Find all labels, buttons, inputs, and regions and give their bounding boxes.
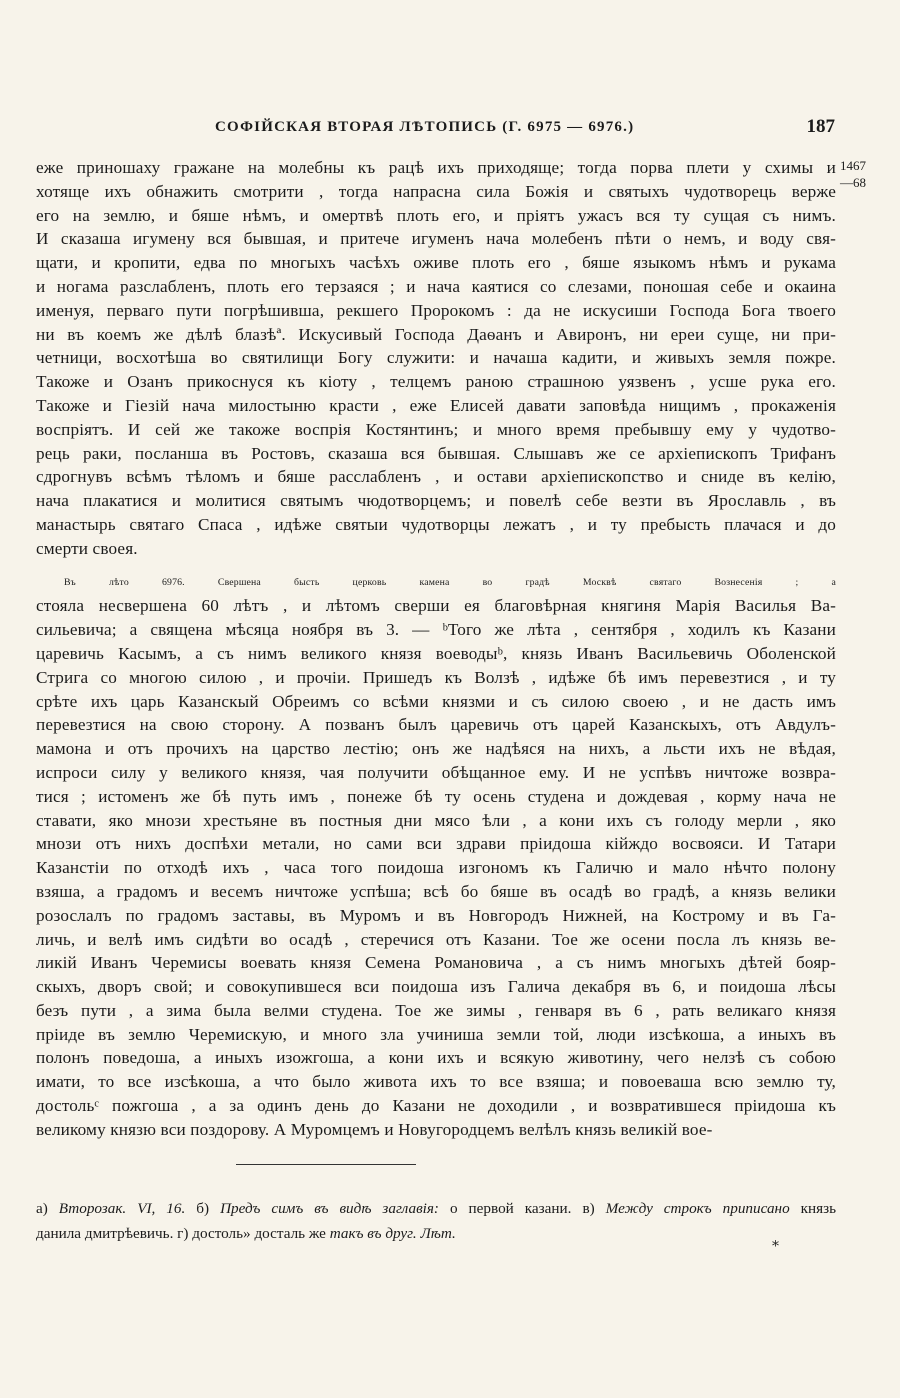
text-line: скыхъ, дворъ свой; и совокупившеся вси поидоша изъ Галича декабря въ 6, и поидоша лѣсы	[36, 977, 836, 997]
text-line: его на землю, и бяше нѣмъ, и омертвѣ плоть его, и пріятъ ужасъ вся ту сущая съ нимъ.	[36, 205, 836, 225]
text-line: перевезтися на свою сторону. А позванъ былъ царевичь отъ царей Казанскыхъ, отъ Авдулъ-	[36, 715, 836, 735]
footnote-b-plain: о первой казани.	[449, 1200, 572, 1217]
text-line: стояла несвершена 60 лѣтъ , и лѣтомъ сверши ея благовѣрная княгиня Марія Василья Ва-	[36, 596, 836, 616]
paragraph-1	[36, 156, 836, 561]
footnote-d-text: такъ въ друг. Лѣт.	[329, 1225, 456, 1242]
page-number: 187	[806, 116, 835, 137]
footnote-c-continued: данила дмитрѣевичь.	[36, 1225, 174, 1242]
text-line: Такоже и Озанъ прикоснуся къ кіоту , телцемъ раною страшною уязвенъ , усше рука его.	[36, 372, 836, 392]
text-line: великому князю вси поздорову. А Муромцемъ и Новугородцемъ велѣлъ князь великій вое-	[36, 1119, 713, 1139]
text-line: личь, и велѣ имъ сидѣти во осадѣ , стеречися отъ Казани. Тое же осени посла лъ князь ве-	[36, 929, 836, 949]
footnote-d-word: достоль»	[192, 1225, 251, 1242]
text-line: достольᶜ пожгоша , а за одинъ день до Казани не доходили , и возвратившеся пріидоша къ	[36, 1096, 836, 1116]
text-line: именуя, перваго пути погрѣшивша, рекшего Пророкомъ : да не искусиши Господа Бога твоего	[36, 300, 836, 320]
text-line: ставати, яко мнози хрестьяне въ постныя дни мясо ѣли , а кони ихъ съ голоду мерли , яко	[36, 810, 836, 830]
text-line: Въ лѣто 6976. Свершена бысть церковь камена во градѣ Москвѣ святаго Вознесенія ; а	[64, 576, 836, 588]
margin-year-start: 1467	[840, 158, 866, 173]
text-line: мамона и отъ прочихъ на царство лестію; онъ же надѣяся на нихъ, а льсти ихъ не вѣдая,	[36, 739, 836, 759]
text-line: розослалъ по градомъ заставы, въ Муромъ и въ Новгородъ Нижней, на Кострому и въ Га-	[36, 905, 836, 925]
text-line: ни въ коемъ же дѣлѣ блазѣª. Искусивый Господа Даѳанъ и Авиронъ, ни ереи суще, ни при-	[36, 324, 836, 344]
text-line: царевичь Касымъ, а съ нимъ великого князя воеводыᵇ, князь Иванъ Васильевичь Оболенской	[36, 643, 836, 663]
text-line: взяша, а градомъ и весемъ ничтоже успѣша; всѣ бо бяше въ осадѣ во градѣ, а князь велики	[36, 881, 836, 901]
footnote-c-text: Между строкъ приписано	[605, 1200, 790, 1217]
text-line: воспріятъ. И сей же такоже воспрія Костянтинъ; и много время пребывшу ему у чудотво-	[36, 419, 836, 439]
text-line: испроси силу у великого князя, чая получити обѣщанное ему. И не успѣвъ ничтоже возвра-	[36, 762, 836, 782]
page-header	[205, 114, 835, 144]
footnote-d-mid: досталь же	[254, 1225, 326, 1242]
running-head: СОФІЙСКАЯ ВТОРАЯ ЛѢТОПИСЬ (Г. 6975 — 6976.)	[215, 119, 635, 135]
margin-year-end: —68	[840, 175, 866, 190]
text-line: и ногама разслабленъ, плоть его терзаяся ; и нача каятися со слезами, поношая себе и окаина	[36, 276, 836, 296]
chronicle-text	[36, 156, 836, 1142]
text-line: полонъ поведоша, а иныхъ изожгоша, а кони ихъ и всякую животину, чего нелзѣ съ собою	[36, 1048, 836, 1068]
text-line: манастырь святаго Спаса , идѣже святыи чудотворцы лежатъ , и ту пребысть плачася и до	[36, 514, 836, 534]
text-line: Казанстіи по отходѣ ихъ , часа того поидоша изгономъ къ Галичю и мало нѣчто полону	[36, 858, 836, 878]
footnote-c-label: в)	[582, 1200, 595, 1217]
footnote-a-text: Второзак. VI, 16.	[58, 1200, 186, 1217]
footnote-b-text: Предъ симъ въ видѣ заглавія:	[220, 1200, 439, 1217]
text-line: хотяще ихъ обнажить смотрити , тогда напрасна сила Божія и святыхъ чудотворець верже	[36, 181, 836, 201]
footnote-c-plain: князь	[800, 1200, 837, 1217]
paragraph-2	[36, 571, 836, 1142]
footnote-line	[36, 1196, 836, 1221]
text-line: имати, то все изсѣкоша, а что было живота ихъ то все взяша; и повоеваша всю землю ту,	[36, 1072, 836, 1092]
footnote-b-label: б)	[196, 1200, 210, 1217]
text-line: срѣте ихъ царь Казанскый Обреимъ со всѣми князми и съ силою своею , и не дасть имъ	[36, 691, 836, 711]
text-line: рець раки, посланша въ Ростовъ, сказаша вся бывшая. Слышавъ же се архіепископъ Трифанъ	[36, 443, 836, 463]
text-line: еже приношаху гражане на молебны къ рацѣ ихъ приходяще; тогда порва плети у схимы и	[36, 158, 836, 177]
text-line: смерти своея.	[36, 538, 138, 558]
text-line: мнози отъ нихъ доспѣхи метали, но сами вси здрави пріидоша кійждо восвояси. И Татари	[36, 834, 836, 854]
text-line: Такоже и Гіезій нача милостыню красти , еже Елисей давати заповѣда нищимъ , прокаженія	[36, 395, 836, 415]
footnote-line	[36, 1221, 836, 1246]
text-line: четници, восхотѣша во святилищи Богу служити: и начаша кадити, и живыхъ земля пожре.	[36, 348, 836, 368]
asterisk-mark: ⁎	[772, 1235, 779, 1250]
text-line: И сказаша игумену вся бывшая, и притече игуменъ нача молебенъ пѣти о немъ, и воду свя-	[36, 229, 836, 249]
text-line: щати, и кропити, едва по многыхъ часѣхъ оживе плоть его , бяше языкомъ нѣмъ и рукама	[36, 253, 836, 273]
text-line: пріиде въ землю Черемискую, и много зла учиниша земли той, люди изсѣкоша, а иныхъ въ	[36, 1024, 836, 1044]
text-line: Стрига со многою силою , и прочіи. Пришедъ къ Волзѣ , идѣже бѣ имъ перевезтися , и ту	[36, 667, 836, 687]
text-line: тися ; истоменъ же бѣ путь имъ , понеже бѣ ту осень студена и дождевая , корму нача не	[36, 786, 836, 806]
footnote-a-label: а)	[36, 1200, 48, 1217]
text-line: сильевича; а священа мѣсяца ноября въ 3. — ᵇТого же лѣта , сентября , ходилъ къ Казани	[36, 620, 836, 640]
footnote-d-label: г)	[177, 1225, 189, 1242]
text-line: нача плакатися и молитися святымъ чюдотворцемъ; и повелѣ себе везти въ Ярославль , въ	[36, 491, 836, 511]
text-line: безъ пути , а зима была велми студена. Тое же зимы , генваря въ 6 , рать великаго князя	[36, 1000, 836, 1020]
text-line: сдрогнувъ всѣмъ тѣломъ и бяше расслабленъ , и остави архіепископство и сниде въ келію,	[36, 467, 836, 487]
text-line: ликій Иванъ Черемисы воевать князя Семена Романовича , а съ нимъ многыхъ дѣтей бояр-	[36, 953, 836, 973]
footnotes	[36, 1196, 836, 1246]
footnote-separator	[236, 1164, 416, 1165]
